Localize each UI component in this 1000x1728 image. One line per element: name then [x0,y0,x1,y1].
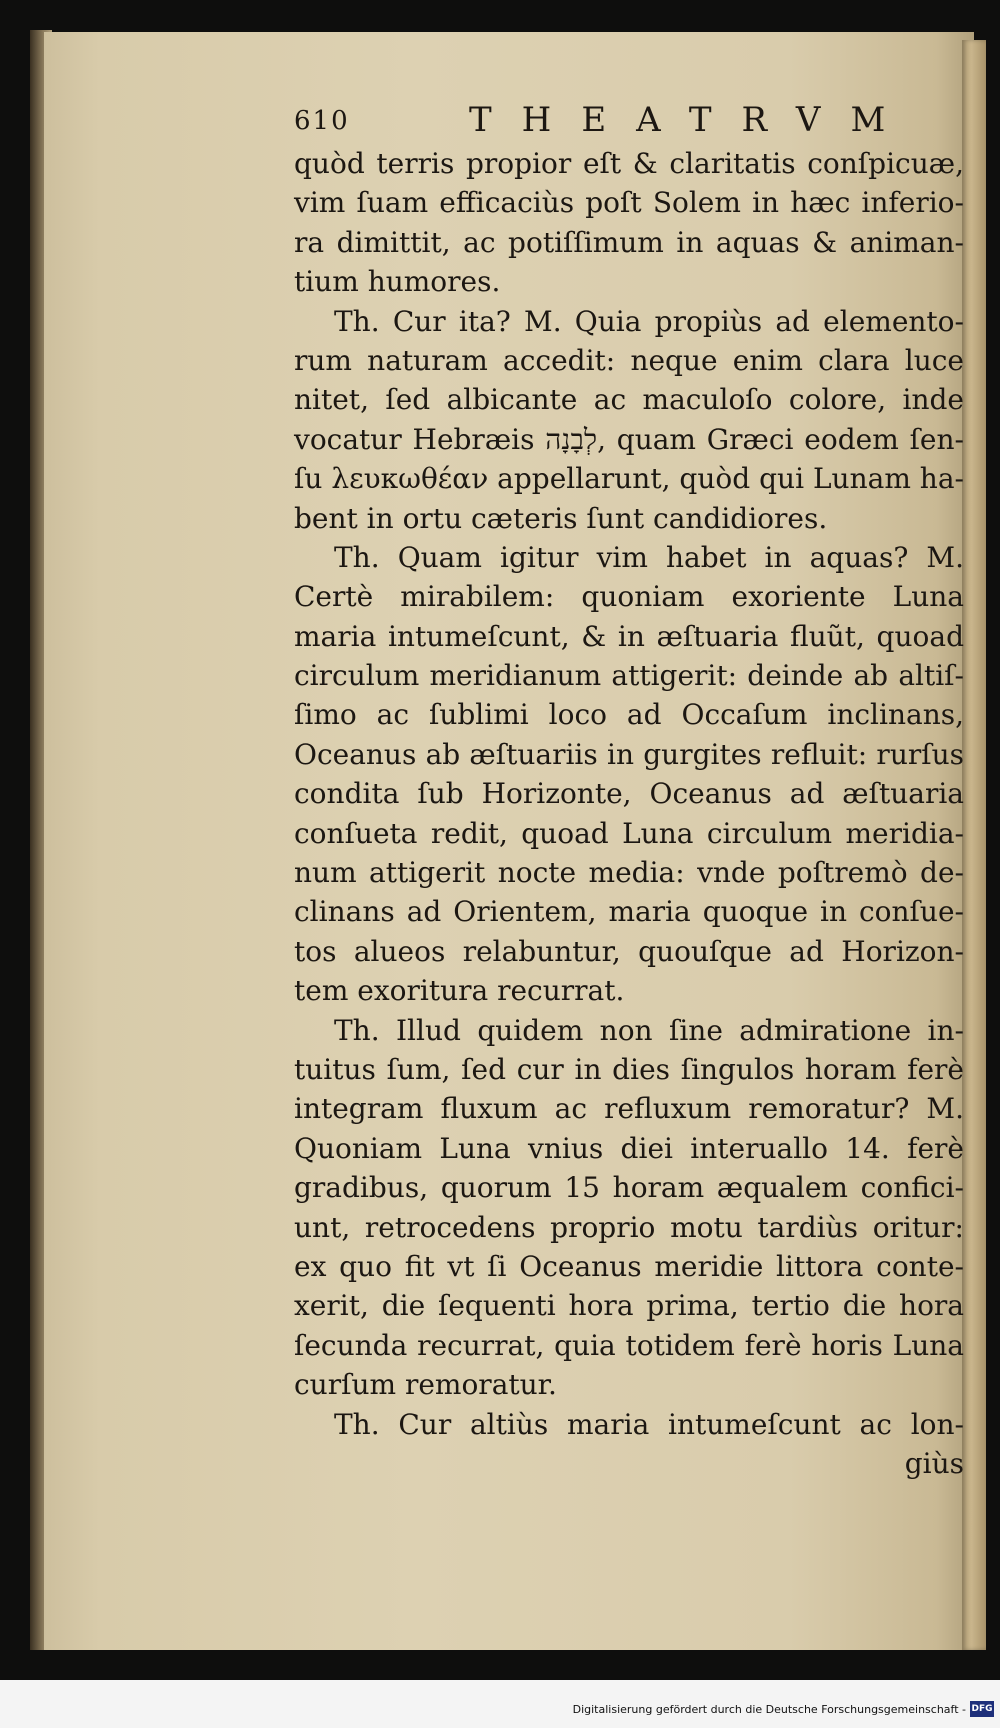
text-line: gradibus, quorum 15 horam æqualem confici- [294,1171,964,1205]
text-line: giùs [904,1446,964,1480]
text-line: vim ſuam efficaciùs poſt Solem in hæc inferio- [294,186,964,220]
text-line: conſueta redit, quoad Luna circulum meridia- [294,816,964,850]
page-fore-edge [962,40,986,1650]
page-number: 610 [294,106,350,136]
text-line: tuitus ſum, ſed cur in dies ſingulos horam ferè [294,1052,964,1086]
page-text-block [294,100,964,1483]
text-line: tium humores. [294,265,501,299]
text-line: tem exoritura recurrat. [294,974,625,1008]
text-line: ſecunda recurrat, quia totidem ferè horis Luna [294,1328,964,1362]
text-line: Th. Cur ita? M. Quia propiùs ad elemento- [334,304,964,338]
text-line: num attigerit nocte media: vnde poſtremò de- [294,856,964,890]
text-line: xerit, die ſequenti hora prima, tertio die hora [294,1289,964,1323]
text-line: ex quo fit vt ſi Oceanus meridie littora conte- [294,1249,964,1283]
text-line: circulum meridianum attigerit: deinde ab altiſ- [294,659,964,693]
text-line: bent in ortu cæteris ſunt candidiores. [294,501,828,535]
text-line: tos alueos relabuntur, quouſque ad Horizon- [294,934,964,968]
text-line: ſu λευκωθέαν appellarunt, quòd qui Lunam ha- [294,462,964,496]
running-title: THEATRVM [469,100,916,140]
text-line: integram fluxum ac refluxum remoratur? M. [294,1092,964,1126]
text-line: Th. Quam igitur vim habet in aquas? M. [334,540,964,574]
text-line: Th. Illud quidem non ſine admiratione in- [334,1013,964,1047]
text-line: Quoniam Luna vnius diei interuallo 14. ferè [294,1131,964,1165]
text-line: quòd terris propior eſt & claritatis conſpicuæ, [294,147,964,180]
text-line: Th. Cur altiùs maria intumeſcunt ac lon- [334,1407,964,1441]
text-line: nitet, ſed albicante ac maculoſo colore, inde [294,383,964,417]
text-line: rum naturam accedit: neque enim clara luce [294,343,964,377]
text-line: curſum remoratur. [294,1368,557,1402]
text-line: unt, retrocedens proprio motu tardiùs oritur: [294,1210,964,1244]
text-line: maria intumeſcunt, & in æſtuaria fluũt, quoad [294,619,964,653]
body-text [294,144,964,1483]
text-line: clinans ad Orientem, maria quoque in conſue- [294,895,964,929]
text-line: ra dimittit, ac potiſſimum in aquas & animan- [294,225,964,259]
text-line: Oceanus ab æſtuariis in gurgites refluit: rurſus [294,737,964,771]
text-line: Certè mirabilem: quoniam exoriente Luna [294,580,964,614]
dfg-logo: DFG [970,1701,994,1717]
page-header [294,100,964,144]
digitization-credit: Digitalisierung gefördert durch die Deutsche Forschungsgemeinschaft - [572,1703,966,1716]
text-line: vocatur Hebræis לְבָנָה, quam Græci eodem ſen- [294,422,964,456]
text-line: condita ſub Horizonte, Oceanus ad æſtuaria [294,777,964,811]
text-line: ſimo ac ſublimi loco ad Occaſum inclinans, [294,698,964,732]
